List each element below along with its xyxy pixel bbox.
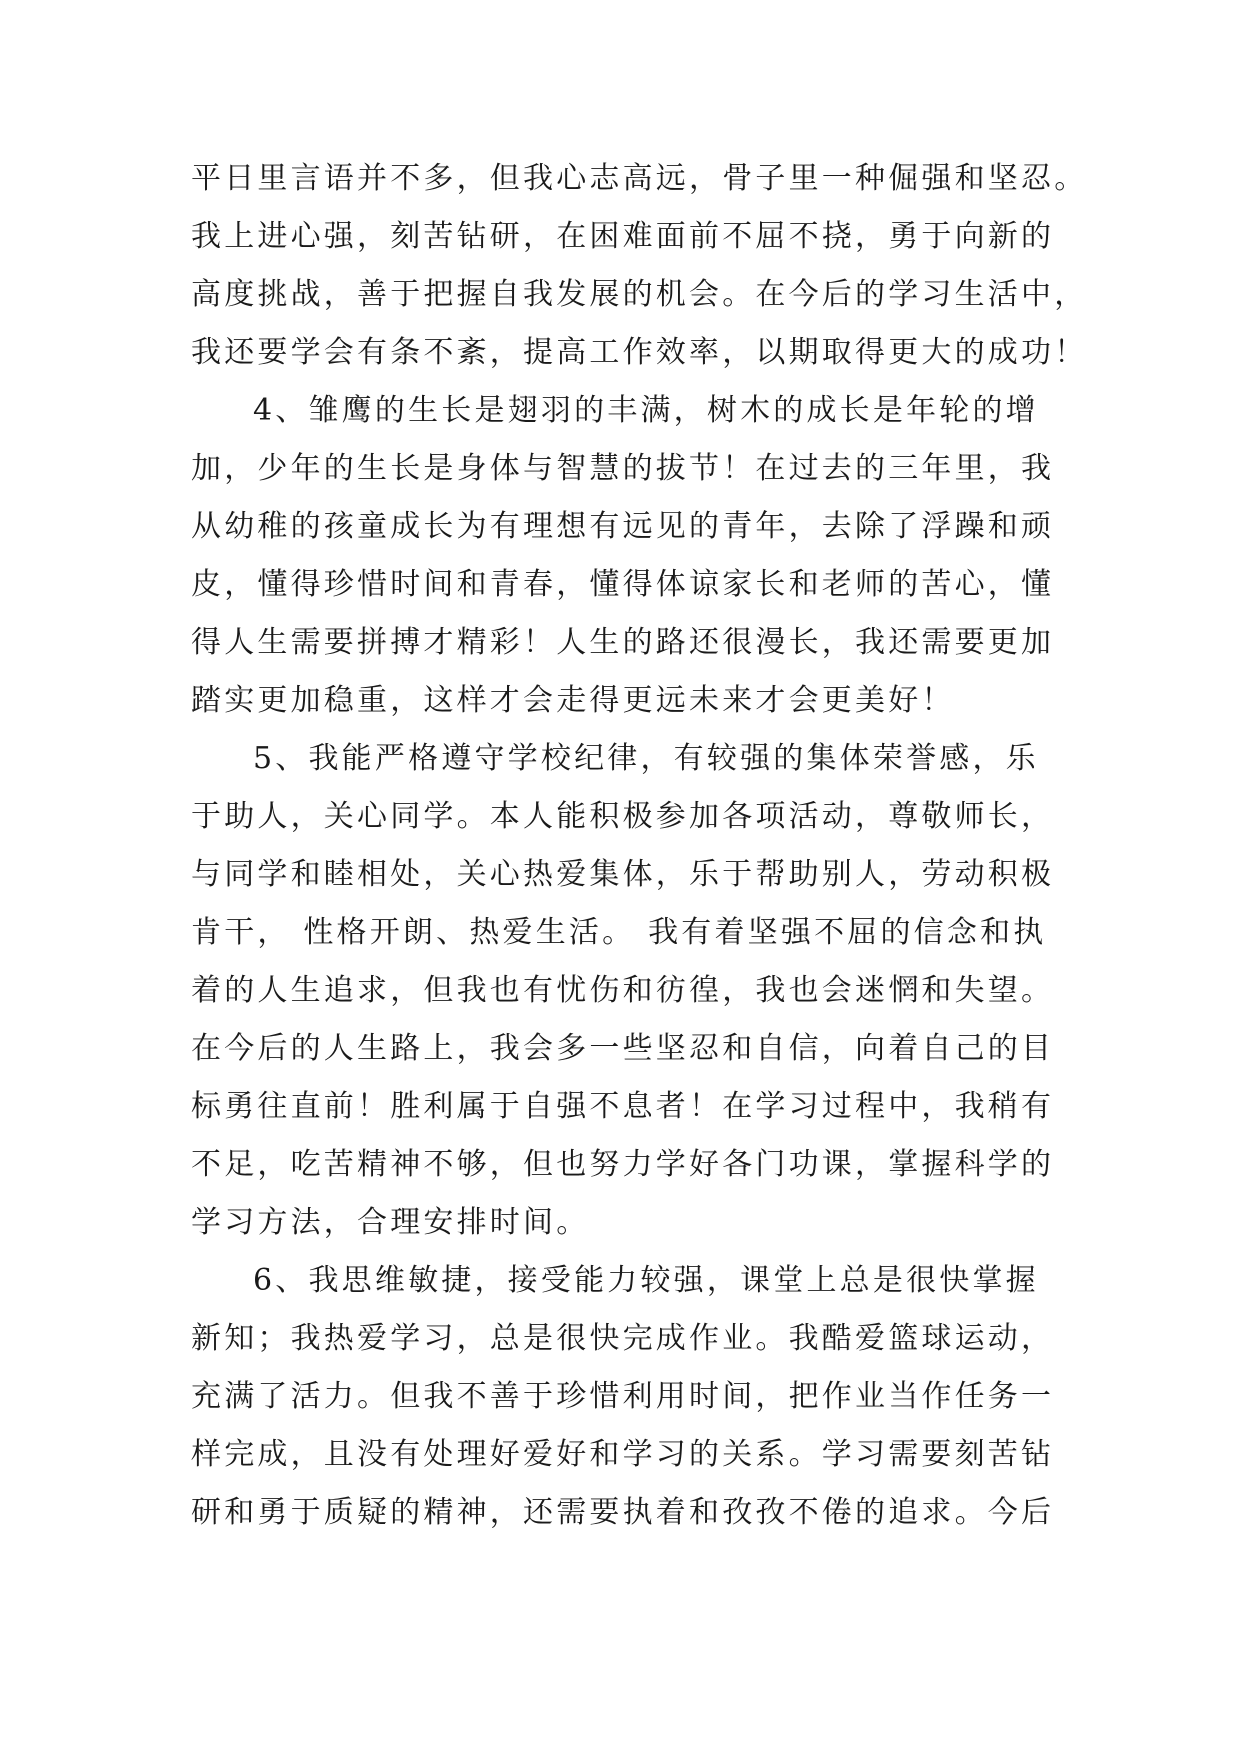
text-line: 4、雏鹰的生长是翅羽的丰满，树木的成长是年轮的增 [253, 393, 1039, 428]
text-line: 加，少年的生长是身体与智慧的拔节！在过去的三年里，我 [191, 451, 1055, 486]
text-line: 样完成，且没有处理好爱好和学习的关系。学习需要刻苦钻 [191, 1437, 1055, 1472]
text-line: 于助人，关心同学。本人能积极参加各项活动，尊敬师长， [191, 799, 1055, 834]
text-line: 我上进心强，刻苦钻研，在困难面前不屈不挠，勇于向新的 [191, 219, 1055, 254]
text-line: 高度挑战，善于把握自我发展的机会。在今后的学习生活中， [191, 277, 1088, 312]
text-line: 着的人生追求，但我也有忧伤和彷徨，我也会迷惘和失望。 [191, 973, 1055, 1008]
document-body [191, 150, 1088, 1542]
text-line: 5、我能严格遵守学校纪律，有较强的集体荣誉感，乐 [253, 741, 1039, 776]
paragraph-item-6 [191, 1252, 1061, 1542]
paragraph-item-5 [191, 730, 1061, 1252]
text-line: 不足，吃苦精神不够，但也努力学好各门功课，掌握科学的 [191, 1147, 1055, 1182]
text-line: 6、我思维敏捷，接受能力较强，课堂上总是很快掌握 [253, 1263, 1039, 1298]
text-line: 充满了活力。但我不善于珍惜利用时间，把作业当作任务一 [191, 1379, 1055, 1414]
text-line: 学习方法，合理安排时间。 [191, 1205, 590, 1240]
text-line: 新知；我热爱学习，总是很快完成作业。我酷爱篮球运动， [191, 1321, 1055, 1356]
text-line: 在今后的人生路上，我会多一些坚忍和自信，向着自己的目 [191, 1031, 1055, 1066]
text-line: 肯干， 性格开朗、热爱生活。 我有着坚强不屈的信念和执 [191, 915, 1047, 950]
text-line: 与同学和睦相处，关心热爱集体，乐于帮助别人，劳动积极 [191, 857, 1055, 892]
text-line: 研和勇于质疑的精神，还需要执着和孜孜不倦的追求。今后 [191, 1495, 1055, 1530]
paragraph-item-4 [191, 382, 1061, 730]
text-line: 得人生需要拼搏才精彩！人生的路还很漫长，我还需要更加 [191, 625, 1055, 660]
text-line: 我还要学会有条不紊，提高工作效率，以期取得更大的成功！ [191, 335, 1088, 370]
text-line: 皮，懂得珍惜时间和青春，懂得体谅家长和老师的苦心，懂 [191, 567, 1055, 602]
text-line: 标勇往直前！胜利属于自强不息者！在学习过程中，我稍有 [191, 1089, 1055, 1124]
text-line: 平日里言语并不多，但我心志高远，骨子里一种倔强和坚忍。 [191, 161, 1088, 196]
paragraph-continued [191, 150, 1088, 382]
text-line: 从幼稚的孩童成长为有理想有远见的青年，去除了浮躁和顽 [191, 509, 1055, 544]
text-line: 踏实更加稳重，这样才会走得更远未来才会更美好！ [191, 683, 955, 718]
